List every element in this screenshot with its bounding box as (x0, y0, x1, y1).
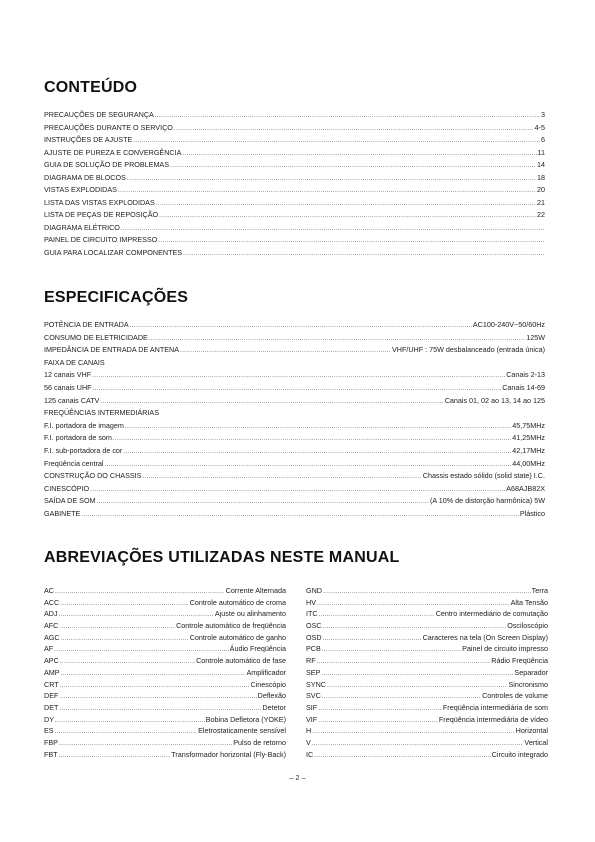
dot-leader (180, 345, 391, 357)
abbreviation-entry-label: SEP (306, 667, 321, 677)
abbreviation-entry (44, 749, 286, 761)
abbreviation-entry-value: Sincronismo (508, 679, 548, 689)
abbreviation-entry-label: ITC (306, 609, 318, 619)
dot-leader (59, 622, 175, 632)
abbreviation-entry-value: Controle automático de ganho (189, 632, 286, 642)
dot-leader (183, 248, 544, 260)
dot-leader (59, 610, 214, 620)
toc-entry-label: LISTA DAS VISTAS EXPLODIDAS (44, 197, 155, 207)
dot-leader (60, 599, 189, 609)
dot-leader (149, 333, 525, 345)
abbreviation-entry (306, 714, 548, 726)
abbreviation-entry-label: DET (44, 702, 59, 712)
spec-entry-label: POTÊNCIA DE ENTRADA (44, 320, 129, 329)
abbreviation-entry (44, 702, 286, 714)
toc-entry (44, 134, 545, 147)
abbreviation-entry (44, 643, 286, 655)
dot-leader (55, 587, 225, 597)
abbreviation-entry-label: H (306, 726, 312, 736)
abbreviations-title: ABREVIAÇÕES UTILIZADAS NESTE MANUAL (44, 549, 400, 566)
dot-leader (60, 681, 250, 691)
abbreviation-entry-label: HV (306, 597, 316, 607)
spec-entry-value: Canais 14-69 (502, 382, 545, 392)
abbreviation-entry-label: AFC (44, 621, 59, 631)
abbreviation-entry (306, 597, 548, 609)
spec-entry-value: 44,00MHz (512, 458, 545, 468)
contents-list (44, 109, 545, 259)
toc-entry-label: PRECAUÇÕES DE SEGURANÇA (44, 110, 154, 119)
spec-entry (44, 420, 545, 433)
abbreviation-entry (306, 749, 548, 761)
dot-leader (55, 716, 205, 726)
spec-entry (44, 445, 545, 458)
dot-leader (312, 739, 524, 749)
spec-entry (44, 369, 545, 382)
spec-entry (44, 470, 545, 483)
spec-entry (44, 458, 545, 471)
toc-entry-value: 14 (537, 160, 545, 169)
spec-entry (44, 332, 545, 345)
toc-entry-value: 6 (541, 135, 545, 144)
abbreviation-entry-value: Corrente Alternada (225, 586, 286, 595)
toc-entry-label: PRECAUÇÕES DURANTE O SERVIÇO (44, 122, 173, 132)
spec-entry (44, 407, 545, 420)
toc-entry-value: 18 (537, 172, 545, 182)
abbreviation-entry (44, 585, 286, 597)
abbreviation-entry-label: AGC (44, 632, 60, 642)
spec-entry-label: 56 canais UHF (44, 382, 92, 392)
abbreviation-entry-value: Freqüência intermediária de som (442, 702, 548, 712)
dot-leader (323, 587, 531, 597)
spec-entry (44, 344, 545, 357)
abbreviation-entry (306, 737, 548, 749)
spec-entry-label: IMPEDÂNCIA DE ENTRADA DE ANTENA (44, 345, 179, 355)
abbreviation-entry-value: Bobina Defletora (YOKE) (205, 714, 286, 724)
abbreviation-entry-value: Cinescópio (250, 679, 286, 689)
spec-entry (44, 432, 545, 445)
toc-entry (44, 184, 545, 197)
dot-leader (314, 751, 490, 761)
dot-leader (170, 160, 536, 172)
abbreviation-entry-value: Centro intermediário de comutação (435, 609, 548, 619)
abbreviation-entry-label: DEF (44, 691, 59, 701)
toc-entry (44, 159, 545, 172)
dot-leader (61, 634, 189, 644)
dot-leader (93, 383, 502, 395)
abbreviation-entry-label: AC (44, 586, 54, 595)
abbreviation-entry-label: OSD (306, 632, 322, 642)
spec-entry-label: 12 canais VHF (44, 370, 92, 380)
toc-entry-label: INSTRUÇÕES DE AJUSTE (44, 135, 133, 144)
dot-leader (156, 198, 536, 210)
abbreviation-entry (44, 655, 286, 667)
spec-entry (44, 483, 545, 496)
toc-entry-value: 3 (541, 110, 545, 119)
dot-leader (323, 634, 422, 644)
abbreviation-entry (306, 643, 548, 655)
dot-leader (312, 727, 514, 737)
abbreviation-entry (306, 620, 548, 632)
abbreviation-entry-value: Freqüência intermediária de vídeo (438, 714, 548, 724)
toc-entry-label: VISTAS EXPLODIDAS (44, 185, 117, 194)
dot-leader (60, 657, 195, 667)
spec-entry-value: 125W (526, 332, 545, 342)
dot-leader (327, 681, 507, 691)
abbreviation-entry-label: PCB (306, 644, 321, 654)
spec-entry (44, 508, 545, 521)
spec-entry (44, 395, 545, 408)
page-number: – 2 – (289, 773, 306, 782)
abbreviation-entry-value: Eletrostaticamente sensível (198, 726, 286, 736)
toc-entry (44, 247, 545, 260)
abbreviation-entry-label: V (306, 737, 311, 747)
toc-entry-value: 21 (537, 197, 545, 207)
abbreviation-entry-label: GND (306, 586, 322, 595)
spec-entry (44, 495, 545, 508)
abbreviation-entry (306, 690, 548, 702)
abbreviation-entry-value: Terra (531, 586, 548, 595)
abbreviation-entry-value: Circuito integrado (491, 749, 548, 759)
abbreviation-entry-value: Caracteres na tela (On Screen Display) (422, 632, 548, 642)
spec-entry-label: CONSUMO DE ELETRICIDADE (44, 332, 148, 342)
dot-leader (59, 739, 232, 749)
abbreviation-entry (306, 632, 548, 644)
abbreviation-entry (44, 679, 286, 691)
abbreviation-entry-value: Alta Tensão (510, 597, 548, 607)
dot-leader (174, 123, 534, 135)
spec-entry-value: 42,17MHz (512, 445, 545, 455)
toc-entry-value: 20 (537, 185, 545, 194)
specifications-title: ESPECIFICAÇÕES (44, 289, 189, 306)
spec-entry-label: FREQÜÊNCIAS INTERMEDIÁRIAS (44, 408, 160, 418)
abbreviation-entry-label: FBP (44, 737, 58, 747)
dot-leader (321, 669, 513, 679)
abbreviation-entry-label: OSC (306, 621, 322, 631)
spec-entry-value: AC100-240V~50/60Hz (472, 320, 545, 329)
dot-leader (90, 484, 505, 496)
abbreviation-entry-value: Pulso de retorno (233, 737, 286, 747)
toc-entry (44, 147, 545, 160)
spec-entry-value: Plástico (519, 508, 545, 518)
spec-entry (44, 357, 545, 370)
abbreviation-entry-value: Rádio Freqüência (491, 656, 548, 666)
spec-entry-label: F.I. portadora de imagem (44, 420, 124, 430)
dot-leader (323, 622, 507, 632)
abbreviation-entry-label: ES (44, 726, 54, 736)
spec-entry-label: CONSTRUÇÃO DO CHASSIS (44, 471, 142, 481)
abbreviation-entry-label: CRT (44, 679, 59, 689)
abbreviation-entry-value: Controle automático de fase (196, 656, 286, 666)
spec-entry-value: VHF/UHF : 75W desbalanceado (entrada única) (391, 345, 545, 355)
dot-leader (133, 135, 540, 147)
dot-leader (142, 471, 421, 483)
abbreviations-left-column (44, 585, 286, 760)
abbreviation-entry (306, 725, 548, 737)
abbreviation-entry-value: Horizontal (515, 726, 548, 736)
toc-entry-label: PAINEL DE CIRCUITO IMPRESSO (44, 235, 158, 244)
spec-entry (44, 382, 545, 395)
abbreviation-entry-label: SVC (306, 691, 321, 701)
abbreviation-entry-value: Controles de volume (482, 691, 548, 701)
dot-leader (61, 669, 246, 679)
spec-entry-value: Canais 2-13 (506, 370, 545, 380)
abbreviations-right-column (306, 585, 548, 760)
abbreviation-entry (44, 725, 286, 737)
toc-entry (44, 172, 545, 185)
dot-leader (59, 692, 256, 702)
dot-leader (155, 110, 540, 122)
toc-entry-value: 11 (537, 147, 545, 157)
abbreviation-entry-value: Controle automático de croma (189, 597, 286, 607)
toc-entry-value: 4-5 (534, 122, 545, 132)
spec-entry-label: Freqüência central (44, 458, 104, 468)
spec-entry-label: GABINETE (44, 508, 81, 518)
dot-leader (125, 421, 511, 433)
abbreviation-entry-value: Controle automático de freqüência (176, 621, 286, 631)
abbreviation-entry-label: AMP (44, 667, 60, 677)
abbreviation-entry-label: AF (44, 644, 54, 654)
dot-leader (100, 396, 443, 408)
abbreviation-entry-value: Ajuste ou alinhamento (214, 609, 286, 619)
spec-entry-label: SAÍDA DE SOM (44, 496, 96, 506)
dot-leader (121, 223, 544, 235)
abbreviation-entry (306, 655, 548, 667)
abbreviation-entry (306, 679, 548, 691)
dot-leader (130, 320, 472, 332)
spec-entry (44, 319, 545, 332)
dot-leader (59, 704, 261, 714)
contents-title: CONTEÚDO (44, 79, 138, 96)
spec-entry-value: Canais 01, 02 ao 13, 14 ao 125 (444, 395, 545, 405)
dot-leader (81, 509, 518, 521)
abbreviation-entry (44, 737, 286, 749)
spec-entry-value: Chassis estado sólido (solid state) I.C. (422, 471, 545, 481)
abbreviation-entry-label: FBT (44, 749, 58, 759)
abbreviation-entry-label: ADJ (44, 609, 58, 619)
abbreviation-entry (44, 667, 286, 679)
spec-entry-label: CINESCÓPIO (44, 483, 90, 493)
abbreviation-entry (44, 690, 286, 702)
dot-leader (92, 370, 505, 382)
dot-leader (54, 645, 228, 655)
spec-entry-value: A68AJB82X (506, 483, 545, 493)
dot-leader (318, 716, 438, 726)
abbreviation-entry-value: Transformador horizontal (Fly-Back) (171, 749, 286, 759)
dot-leader (59, 751, 171, 761)
dot-leader (105, 459, 512, 471)
abbreviation-entry (306, 667, 548, 679)
abbreviation-entry (44, 714, 286, 726)
specifications-list (44, 319, 545, 521)
abbreviation-entry-value: Osciloscópio (507, 621, 548, 631)
abbreviation-entry-label: SIF (306, 702, 318, 712)
abbreviation-entry (306, 702, 548, 714)
abbreviation-entry-value: Amplificador (246, 667, 286, 677)
toc-entry-label: AJUSTE DE PUREZA E CONVERGÊNCIA (44, 147, 182, 157)
abbreviation-entry-value: Vertical (524, 737, 548, 747)
dot-leader (159, 210, 536, 222)
dot-leader (55, 727, 198, 737)
abbreviation-entry-label: ACC (44, 597, 60, 607)
abbreviation-entry (44, 597, 286, 609)
abbreviation-entry-label: IC (306, 749, 314, 759)
toc-entry-label: GUIA DE SOLUÇÃO DE PROBLEMAS (44, 160, 170, 169)
dot-leader (113, 433, 511, 445)
abbreviation-entry-label: DY (44, 714, 54, 724)
abbreviation-entry-value: Detetor (262, 702, 286, 712)
toc-entry (44, 234, 545, 247)
dot-leader (319, 610, 435, 620)
spec-entry-label: F.I. sub-portadora de cor (44, 445, 123, 455)
dot-leader (123, 446, 511, 458)
dot-leader (322, 645, 461, 655)
dot-leader (127, 173, 536, 185)
toc-entry (44, 109, 545, 122)
abbreviation-entry (44, 632, 286, 644)
spec-entry-value: (A 10% de distorção harmônica) 5W (429, 496, 545, 506)
abbreviation-entry-label: APC (44, 656, 59, 666)
toc-entry-value: 22 (537, 210, 545, 219)
dot-leader (317, 657, 491, 667)
toc-entry (44, 122, 545, 135)
toc-entry (44, 197, 545, 210)
spec-entry-label: FAIXA DE CANAIS (44, 357, 105, 367)
abbreviation-entry-label: VIF (306, 714, 318, 724)
spec-entry-label: F.I. portadora de som (44, 433, 112, 443)
dot-leader (182, 148, 536, 160)
dot-leader (318, 704, 442, 714)
abbreviation-entry (44, 620, 286, 632)
dot-leader (97, 496, 429, 508)
abbreviation-entry-value: Painel de circuito impresso (462, 644, 548, 654)
toc-entry (44, 222, 545, 235)
toc-entry-label: DIAGRAMA DE BLOCOS (44, 172, 126, 182)
toc-entry-label: GUIA PARA LOCALIZAR COMPONENTES (44, 247, 183, 257)
dot-leader (158, 235, 544, 247)
spec-entry-value: 41,25MHz (512, 433, 545, 443)
dot-leader (322, 692, 481, 702)
toc-entry-label: DIAGRAMA ELÉTRICO (44, 222, 120, 232)
toc-entry (44, 209, 545, 222)
abbreviation-entry-value: Deflexão (257, 691, 286, 701)
abbreviation-entry (306, 608, 548, 620)
dot-leader (317, 599, 510, 609)
abbreviation-entry-label: RF (306, 656, 316, 666)
dot-leader (118, 185, 536, 197)
spec-entry-value: 45,75MHz (512, 420, 545, 430)
abbreviation-entry (306, 585, 548, 597)
abbreviation-entry (44, 608, 286, 620)
toc-entry-label: LISTA DE PEÇAS DE REPOSIÇÃO (44, 210, 159, 219)
abbreviation-entry-value: Separador (514, 667, 548, 677)
spec-entry-label: 125 canais CATV (44, 395, 100, 405)
abbreviation-entry-label: SYNC (306, 679, 326, 689)
abbreviation-entry-value: Áudio Freqüência (229, 644, 286, 654)
